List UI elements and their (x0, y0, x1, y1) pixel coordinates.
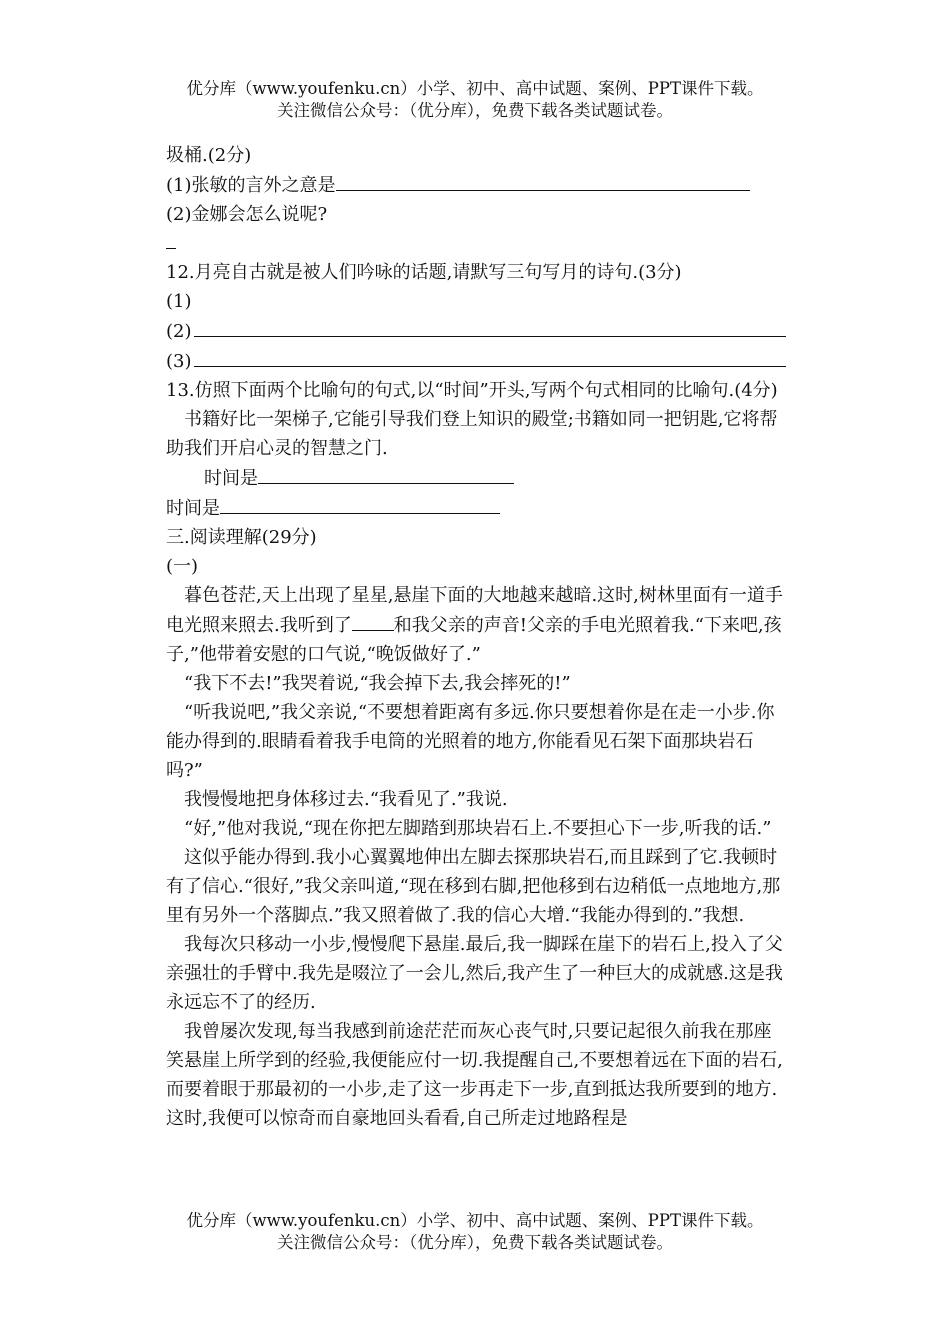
q12-item-3-label: (3) (166, 351, 192, 372)
page-footer (0, 1210, 950, 1254)
answer-line[interactable] (194, 316, 787, 337)
q12-item-2-label: (2) (166, 321, 192, 342)
q13-answer-2 (166, 493, 786, 523)
q13-example: 书籍好比一架梯子,它能引导我们登上知识的殿堂;书籍如同一把钥匙,它将帮助我们开启心灵的智慧之门. (166, 409, 778, 459)
passage-paragraph-1 (166, 581, 786, 669)
q11-sub1 (166, 170, 786, 200)
q11-sub1-label: (1)张敏的言外之意是 (166, 175, 336, 196)
q11-sub2: (2)金娜会怎么说呢? (166, 204, 328, 225)
section-title: 三.阅读理解(29分) (166, 527, 317, 548)
page-header (0, 78, 950, 122)
q12-item-2 (166, 316, 786, 346)
passage-paragraph-7: 我每次只移动一小步,慢慢爬下悬崖.最后,我一脚踩在崖下的岩石上,投入了父亲强壮的手臂中.我先是啜泣了一会儿,然后,我产生了一种巨大的成就感.这是我永远忘不了的经历. (166, 934, 783, 1013)
answer-blank[interactable] (220, 493, 500, 514)
footer-line-1: 优分库（www.youfenku.cn）小学、初中、高中试题、案例、PPT课件下载。 (186, 1211, 764, 1230)
q11-sub2-answer (166, 229, 786, 258)
answer-blank[interactable] (258, 463, 514, 484)
passage-paragraph-8: 我曾屡次发现,每当我感到前途茫茫而灰心丧气时,只要记起很久前我在那座笑悬崖上所学到的经验,我便能应付一切.我提醒自己,不要想着远在下面的岩石,而要着眼于那最初的一小步,走了这一步再走下一步,直到抵达我所要到的地方.这时,我便可以惊奇而自豪地回头看看,自己所走过地路程是 (166, 1021, 783, 1129)
q12-item-3 (166, 346, 786, 376)
q13-answer-1-label: 时间是 (204, 468, 258, 489)
footer-line-2: 关注微信公众号：（优分库），免费下载各类试题试卷。 (277, 1233, 673, 1252)
passage-p1-end: 和我父亲的声音!父亲的手电光照着我.“下来吧,孩子,”他带着安慰的口气说,“晚饭做好了.” (166, 615, 782, 665)
q13-prompt: 13.仿照下面两个比喻句的句式,以“时间”开头,写两个句式相同的比喻句.(4分) (166, 380, 778, 401)
passage-p1-start: 暮色苍茫,天上出现了星星,悬崖下面的大地越来越暗.这时,树林里面有一道手电光照来照去.我听到了 (166, 585, 783, 636)
q12-item-1: (1) (166, 291, 192, 312)
header-line-1: 优分库（www.youfenku.cn）小学、初中、高中试题、案例、PPT课件下载。 (186, 79, 764, 98)
q13-answer-2-label: 时间是 (166, 498, 220, 519)
passage-paragraph-4: 我慢慢地把身体移过去.“我看见了.”我说. (184, 789, 508, 810)
header-line-2: 关注微信公众号：（优分库），免费下载各类试题试卷。 (277, 101, 673, 120)
main-content (166, 141, 786, 1133)
answer-blank[interactable] (336, 170, 750, 191)
q13-answer-1 (166, 463, 786, 493)
answer-blank[interactable] (166, 230, 176, 249)
q12-prompt: 12.月亮自古就是被人们吟咏的话题,请默写三句写月的诗句.(3分) (166, 262, 682, 283)
passage-paragraph-3: “听我说吧,”我父亲说,“不要想着距离有多远.你只要想着你是在走一小步.你能办得到的.眼睛看着我手电筒的光照着的地方,你能看见石架下面那块岩石吗?” (166, 702, 775, 781)
q11-tail: 圾桶.(2分) (166, 145, 252, 166)
answer-line[interactable] (194, 346, 787, 367)
part-label: (一) (166, 556, 199, 577)
passage-paragraph-2: “我下不去!”我哭着说,“我会掉下去,我会摔死的!” (184, 673, 571, 694)
passage-blank[interactable] (352, 610, 394, 631)
passage-paragraph-6: 这似乎能办得到.我小心翼翼地伸出左脚去探那块岩石,而且踩到了它.我顿时有了信心.“很好,”我父亲叫道,“现在移到右脚,把他移到右边稍低一点地地方,那里有另外一个落脚点.”我又照着做了.我的信心大增.“我能办得到的.”我想. (166, 847, 781, 926)
passage-paragraph-5: “好,”他对我说,“现在你把左脚踏到那块岩石上.不要担心下一步,听我的话.” (184, 818, 772, 839)
